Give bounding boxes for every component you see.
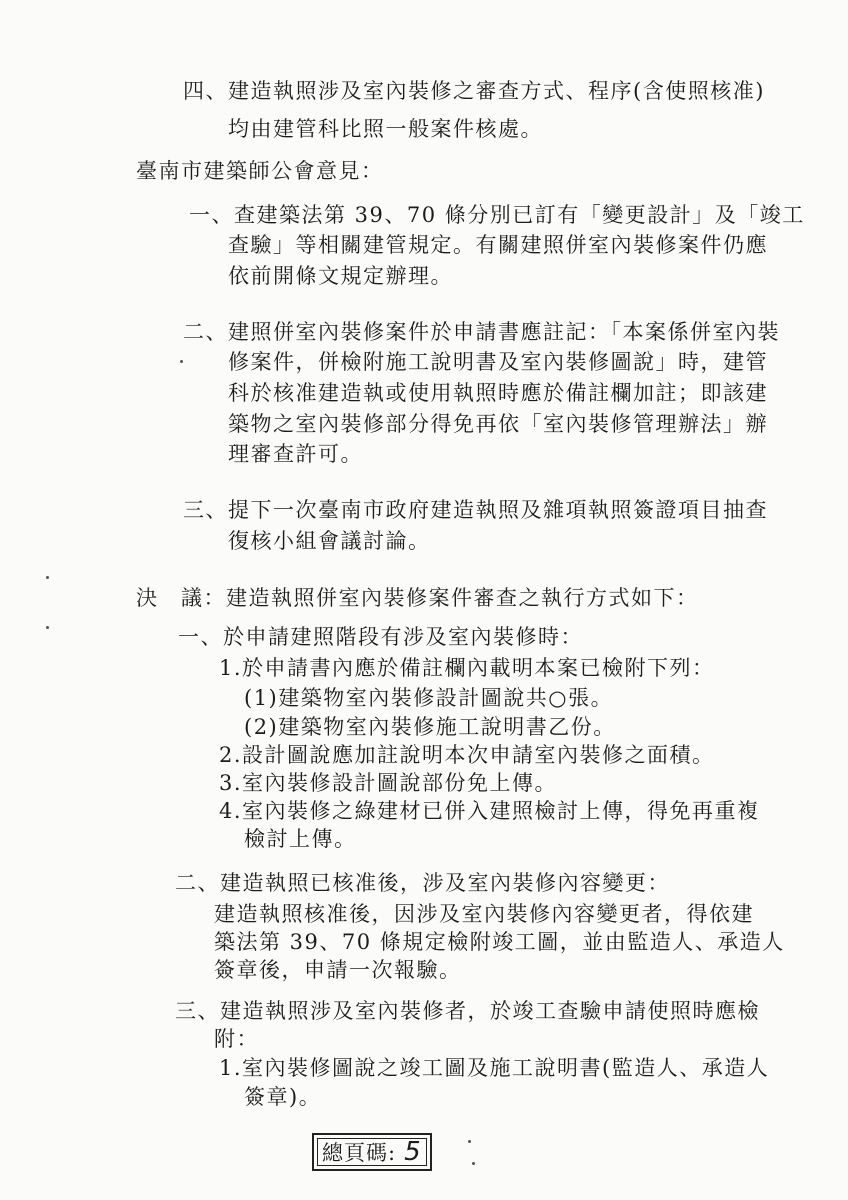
association-item2-line4: 築物之室內裝修部分得免再依「室內裝修管理辦法」辦 [228,412,768,436]
resolution-part3-item1-line1: 1.室內裝修圖說之竣工圖及施工說明書(監造人、承造人 [219,1056,770,1080]
resolution-part1-item3: 3.室內裝修設計圖說部份免上傳。 [219,771,558,795]
association-item1-line1: 一、查建築法第 39、70 條分別已訂有「變更設計」及「竣工 [189,203,805,227]
resolution-part2-line2: 築法第 39、70 條規定檢附竣工圖，並由監造人、承造人 [214,930,785,954]
resolution-part2-title: 二、建造執照已核准後，涉及室內裝修內容變更： [175,871,670,895]
resolution-heading: 決 議：建造執照併室內裝修案件審查之執行方式如下： [136,586,699,610]
resolution-part1-item1a: (1)建築物室內裝修設計圖說共○張。 [244,686,614,710]
resolution-part3-item1-line2: 簽章)。 [244,1085,322,1109]
scan-speck [46,576,49,579]
resolution-part1-item4-line1: 4.室內裝修之綠建材已併入建照檢討上傳，得免再重複 [219,799,760,823]
association-item2-line3: 科於核准建造執或使用執照時應於備註欄加註；即該建 [228,381,768,405]
resolution-part3-line1: 三、建造執照涉及室內裝修者，於竣工查驗申請使照時應檢 [175,999,760,1023]
resolution-part2-line1: 建造執照核准後，因涉及室內裝修內容變更者，得依建 [214,902,754,926]
resolution-part1-item1b: (2)建築物室內裝修施工說明書乙份。 [244,715,616,739]
association-item1-line2: 查驗」等相關建管規定。有關建照併室內裝修案件仍應 [228,233,768,257]
resolution-part1-title: 一、於申請建照階段有涉及室內裝修時： [178,625,583,649]
scan-speck [180,360,183,363]
scan-speck [468,1140,471,1143]
total-page-number-box [312,1133,432,1171]
resolution-part2-line3: 簽章後，申請一次報驗。 [214,958,462,982]
scan-speck [46,626,49,629]
association-item1-line3: 依前開條文規定辦理。 [228,264,453,288]
association-item3-line2: 復核小組會議討論。 [228,529,431,553]
resolution-part1-item1: 1.於申請書內應於備註欄內載明本案已檢附下列： [219,656,715,680]
section4-line2: 均由建管科比照一般案件核處。 [228,117,543,141]
section4-line1: 四、建造執照涉及室內裝修之審查方式、程序(含使照核准) [183,79,765,103]
association-item2-line1: 二、建照併室內裝修案件於申請書應註記：「本案係併室內裝 [183,320,780,344]
resolution-part1-item2: 2.設計圖說應加註說明本次申請室內裝修之面積。 [219,743,715,767]
association-item3-line1: 三、提下一次臺南市政府建造執照及雜項執照簽證項目抽查 [183,498,768,522]
scan-speck [472,1162,475,1165]
total-page-number: 5 [404,1137,421,1167]
resolution-part3-line2: 附： [214,1027,259,1051]
association-heading: 臺南市建築師公會意見： [136,159,384,183]
resolution-part1-item4-line2: 檢討上傳。 [244,827,357,851]
total-page-label: 總頁碼: [322,1141,397,1165]
association-item2-line5: 理審查許可。 [228,442,363,466]
association-item2-line2: 修案件，併檢附施工說明書及室內裝修圖說」時，建管 [228,350,768,374]
